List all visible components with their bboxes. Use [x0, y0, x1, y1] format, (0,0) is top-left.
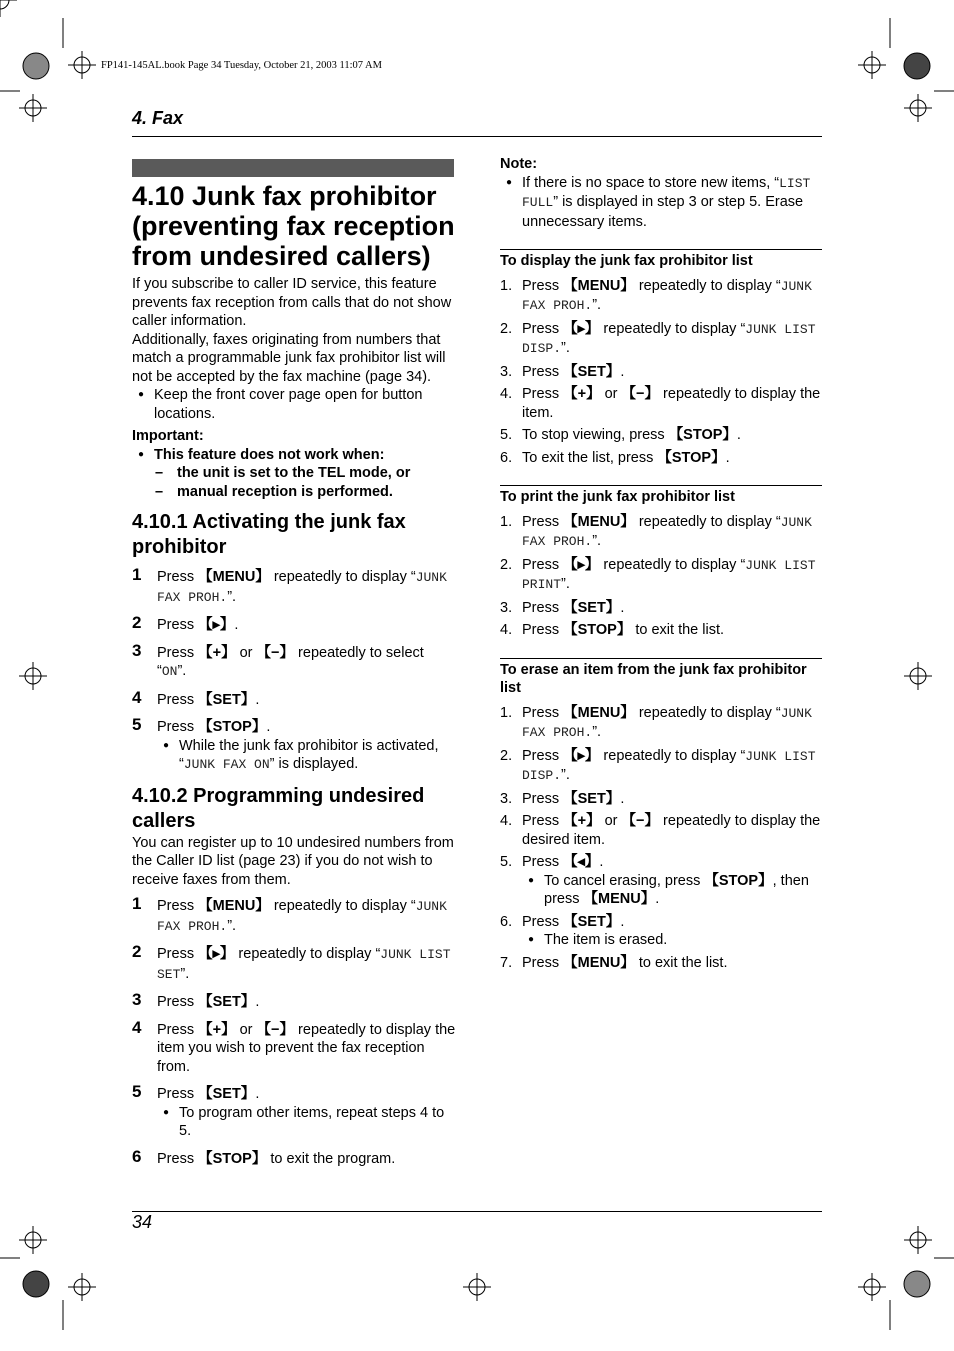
r3-step-6: 6. Press 【SET】.: [500, 913, 625, 930]
s1-step-3: 3 Press 【+】 or 【−】 repeatedly to select “ON”.: [132, 640, 424, 679]
r1-step-3: 3. Press 【SET】.: [500, 363, 625, 380]
page-number: 34: [132, 1212, 153, 1232]
footer-rule: [132, 1211, 822, 1212]
s2-step-4: 4 Press 【+】 or 【−】 repeatedly to display the item you wish to prevent the fax reception from.: [132, 1017, 456, 1075]
display-list-heading: To display the junk fax prohibitor list: [500, 249, 822, 271]
r1-step-6: 6. To exit the list, press 【STOP】.: [500, 449, 730, 466]
important-label: Important:: [132, 428, 204, 444]
r2-step-1: 1. Press 【MENU】 repeatedly to display “JUNK FAX PROH.”.: [500, 513, 812, 549]
s2-step-6: 6 Press 【STOP】 to exit the program.: [132, 1146, 396, 1167]
s2-step-1: 1 Press 【MENU】 repeatedly to display “JUNK FAX PROH.”.: [132, 894, 447, 934]
section-header: 4. Fax: [132, 108, 184, 128]
r1-step-1: 1. Press 【MENU】 repeatedly to display “JUNK FAX PROH.”.: [500, 277, 812, 313]
erase-item-heading: To erase an item from the junk fax prohibitor list: [500, 658, 822, 698]
note-label: Note:: [500, 156, 538, 172]
s1-step-5-note: ● While the junk fax prohibitor is activated, “JUNK FAX ON” is displayed.: [132, 737, 457, 775]
intro-bullet: [132, 386, 457, 423]
intro-paragraph-2: Additionally, faxes originating from numbers that match a programmable junk fax prohibitor list will not be accepted by the fax machine (page 34).: [132, 331, 446, 385]
print-list-heading: To print the junk fax prohibitor list: [500, 485, 822, 507]
section-4-10-2-heading: 4.10.2 Programming undesired callers: [132, 784, 425, 832]
r3-step-5-note: ● To cancel erasing, press 【STOP】, then press 【MENU】.: [500, 872, 822, 909]
r2-step-4: 4. Press 【STOP】 to exit the list.: [500, 622, 725, 638]
important-bullet: [132, 446, 457, 465]
title-bar: [132, 159, 454, 177]
s1-step-2: 2 Press 【▸】.: [132, 613, 239, 633]
important-dash-1: [132, 464, 457, 483]
r1-step-4: 4. Press 【+】 or 【−】 repeatedly to display the item.: [500, 386, 821, 421]
s2-step-5-note: ● To program other items, repeat steps 4 to 5.: [132, 1104, 457, 1141]
s1-step-1: 1 Press 【MENU】 repeatedly to display “JUNK FAX PROH.”.: [132, 565, 447, 605]
intro-paragraph-1: If you subscribe to caller ID service, this feature prevents fax reception from calls that do not show caller information.: [132, 276, 452, 329]
left-column: [132, 181, 457, 1168]
r3-step-7: 7. Press 【MENU】 to exit the list.: [500, 954, 728, 971]
intro-bullet-text: Keep the front cover page open for button locations.: [154, 387, 423, 422]
dash-text: the unit is set to the TEL mode, or: [177, 465, 411, 481]
important-bullet-text: This feature does not work when:: [154, 446, 385, 463]
r3-step-6-note: ● The item is erased.: [500, 931, 822, 950]
dash-text: manual reception is performed.: [177, 483, 393, 500]
print-file-info: FP141-145AL.book Page 34 Tuesday, October 21, 2003 11:07 AM: [101, 60, 382, 71]
r1-step-2: 2. Press 【▸】 repeatedly to display “JUNK LIST DISP.”.: [500, 320, 816, 356]
section-4-10-1-heading: 4.10.1 Activating the junk fax prohibitor: [132, 511, 406, 558]
s2-step-2: 2 Press 【▸】 repeatedly to display “JUNK LIST SET”.: [132, 942, 451, 982]
s2-step-3: 3 Press 【SET】.: [132, 990, 260, 1010]
r3-step-2: 2. Press 【▸】 repeatedly to display “JUNK LIST DISP.”.: [500, 747, 816, 783]
r3-step-3: 3. Press 【SET】.: [500, 790, 625, 807]
r1-step-5: 5. To stop viewing, press 【STOP】.: [500, 427, 741, 443]
s2-step-5: 5 Press 【SET】.: [132, 1082, 260, 1102]
page-title: 4.10 Junk fax prohibitor (preventing fax reception from undesired callers): [132, 181, 455, 271]
r2-step-2: 2. Press 【▸】 repeatedly to display “JUNK LIST PRINT”.: [500, 556, 816, 592]
r3-step-5: 5. Press 【◂】.: [500, 854, 604, 870]
important-dash-2: [132, 483, 457, 502]
s2-intro: You can register up to 10 undesired numbers from the Caller ID list (page 23) if you do not wish to receive faxes from them.: [132, 834, 454, 888]
header-rule: [132, 136, 822, 137]
r3-step-4: 4. Press 【+】 or 【−】 repeatedly to display the desired item.: [500, 813, 821, 848]
r3-step-1: 1. Press 【MENU】 repeatedly to display “JUNK FAX PROH.”.: [500, 704, 812, 740]
right-column: [500, 155, 822, 972]
note-bullet: ● If there is no space to store new items, “LIST FULL” is displayed in step 3 or step 5. Erase unnecessary items.: [500, 174, 822, 232]
r2-step-3: 3. Press 【SET】.: [500, 599, 625, 616]
s1-step-4: 4 Press 【SET】.: [132, 687, 260, 708]
s1-step-5: 5 Press 【STOP】.: [132, 715, 271, 735]
